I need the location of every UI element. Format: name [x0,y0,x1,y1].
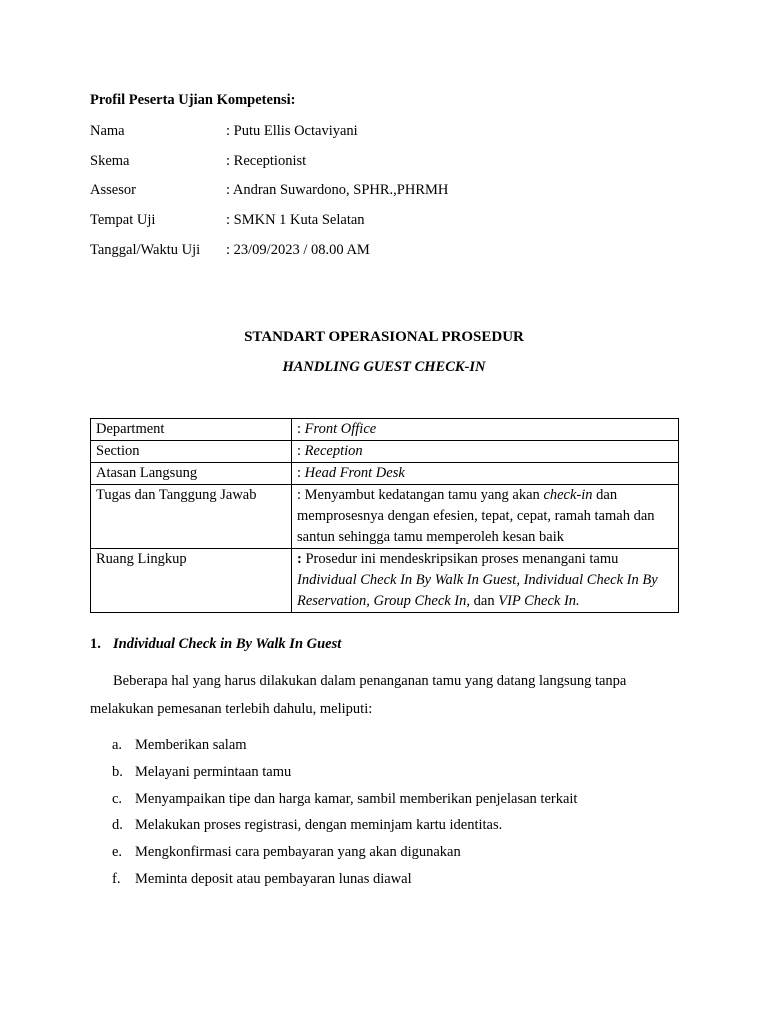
list-text: Meminta deposit atau pembayaran lunas diawal [135,871,412,887]
profile-label: Nama [90,123,125,139]
section-title: Individual Check in By Walk In Guest [113,636,342,652]
ruang-italic1: Individual Check In By Walk In Guest, Individual Check In By Reservation, Group Check In, [297,572,658,609]
ruang-colon: : [297,551,302,567]
profile-value: : Putu Ellis Octaviyani [226,123,358,139]
list-text: Mengkonfirmasi cara pembayaran yang akan digunakan [135,844,461,860]
ruang-text: Prosedur ini mendeskripsikan proses menangani tamu [301,551,619,567]
table-value: : Head Front Desk [292,463,679,485]
table-row [91,441,679,463]
list-marker: f. [112,871,121,887]
section-number: 1. [90,636,101,652]
profile-label: Assesor [90,182,136,198]
table-row [91,485,679,549]
intro-line-2: melakukan pemesanan terlebih dahulu, meliputi: [90,701,373,717]
profile-value: : SMKN 1 Kuta Selatan [226,212,365,228]
atasan-value: Head Front Desk [304,465,405,481]
list-marker: e. [112,844,123,860]
table-label: Section [91,441,292,463]
list-marker: a. [112,737,123,753]
table-label: Tugas dan Tanggung Jawab [91,485,292,549]
profile-value: : Andran Suwardono, SPHR.,PHRMH [226,182,449,198]
list-text: Melakukan proses registrasi, dengan meminjam kartu identitas. [135,817,503,833]
tugas-italic: check-in [543,487,593,503]
list-marker: d. [112,817,123,833]
sop-subtitle: HANDLING GUEST CHECK-IN [282,359,486,375]
list-text: Menyampaikan tipe dan harga kamar, sambil memberikan penjelasan terkait [135,791,578,807]
table-value: : Front Office [292,419,679,441]
profile-value: : Receptionist [226,153,307,169]
table-label: Atasan Langsung [91,463,292,485]
sop-table [90,418,679,613]
profile-label: Skema [90,153,130,169]
tugas-text-before: : Menyambut kedatangan tamu yang akan [297,487,544,503]
table-row [91,549,679,613]
list-text: Memberikan salam [135,737,247,753]
table-label: Department [91,419,292,441]
table-value [292,549,679,613]
list-text: Melayani permintaan tamu [135,764,292,780]
ruang-italic2: VIP Check In. [498,593,580,609]
tugas-text-after: dan memprosesnya dengan efesien, tepat, cepat, ramah tamah dan santun sehingga tamu memperoleh kesan baik [297,487,655,545]
department-value: Front Office [304,421,377,437]
profile-label: Tempat Uji [90,212,156,228]
section-value: Reception [304,443,363,459]
profile-heading: Profil Peserta Ujian Kompetensi: [90,92,296,108]
table-value [292,485,679,549]
profile-value: : 23/09/2023 / 08.00 AM [226,242,370,258]
profile-label: Tanggal/Waktu Uji [90,242,201,258]
table-row [91,463,679,485]
list-marker: c. [112,791,123,807]
table-label: Ruang Lingkup [91,549,292,613]
list-marker: b. [112,764,123,780]
sop-title: STANDART OPERASIONAL PROSEDUR [244,329,524,345]
table-value: : Reception [292,441,679,463]
table-row [91,419,679,441]
ruang-text2: dan [470,593,499,609]
intro-line-1: Beberapa hal yang harus dilakukan dalam penanganan tamu yang datang langsung tanpa [113,673,627,689]
